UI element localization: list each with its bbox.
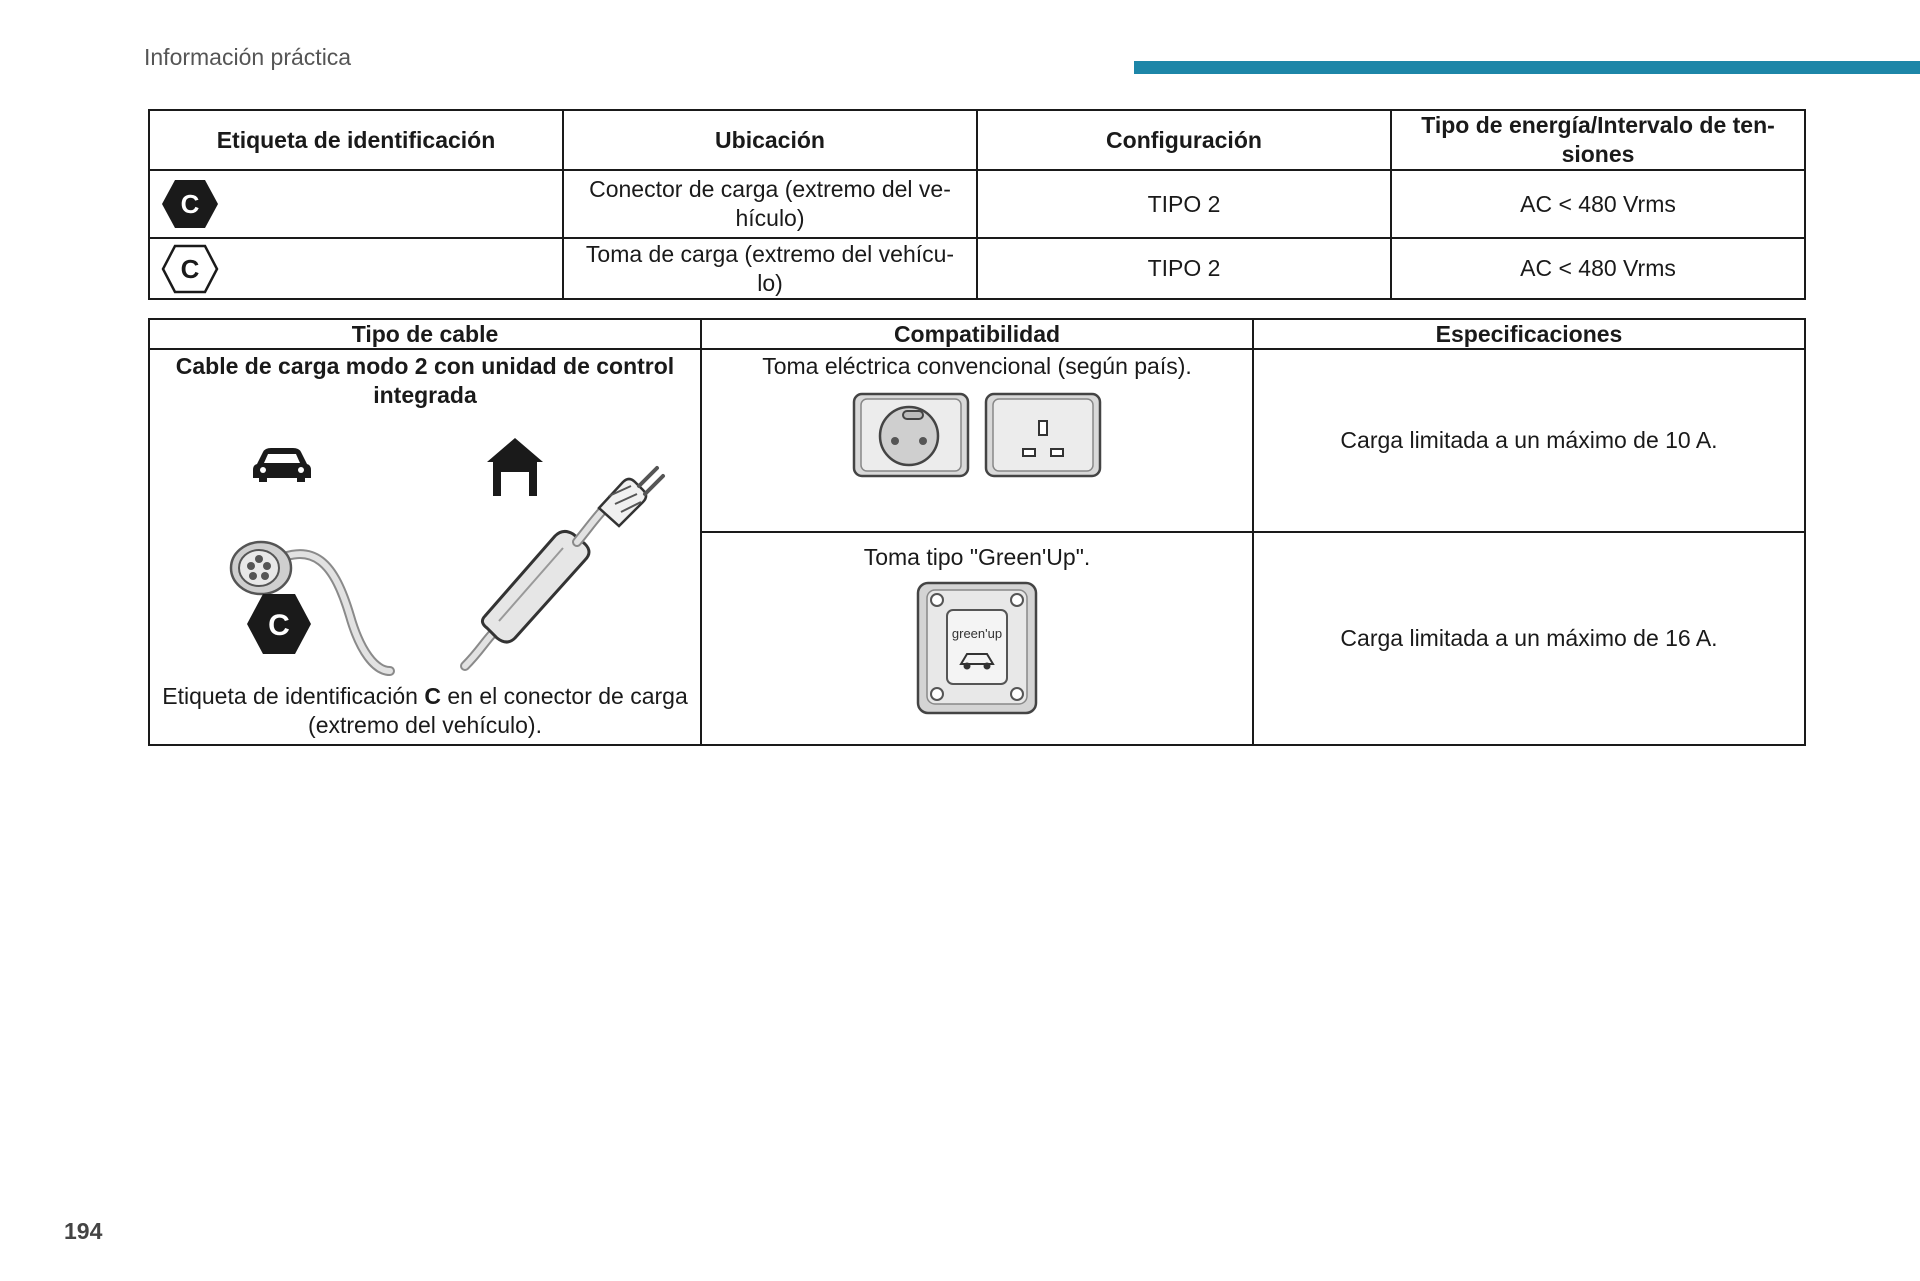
- energy-cell: AC < 480 Vrms: [1391, 170, 1805, 238]
- svg-text:C: C: [180, 189, 200, 219]
- header-energy-type: Tipo de energía/Intervalo de ten-siones: [1391, 110, 1805, 170]
- location-cell: Conector de carga (extremo del ve-hículo): [563, 170, 977, 238]
- table-row: [149, 170, 1805, 238]
- label-cell: [149, 170, 563, 238]
- specification-cell: Carga limitada a un máximo de 10 A.: [1253, 349, 1805, 532]
- svg-text:green'up: green'up: [951, 625, 1003, 641]
- label-c-outline-hexagon-icon: [160, 243, 220, 295]
- control-box-icon: [482, 531, 589, 642]
- cable-type-cell: [149, 349, 701, 745]
- label-c-filled-hexagon-icon: [160, 178, 220, 230]
- configuration-cell: TIPO 2: [977, 238, 1391, 299]
- greenup-socket-icon: [915, 580, 1039, 716]
- header-specifications: Especificaciones: [1253, 319, 1805, 349]
- type2-connector-icon: [231, 542, 291, 594]
- label-c-filled-hexagon-icon: [247, 594, 311, 654]
- header-identification-label: Etiqueta de identificación: [149, 110, 563, 170]
- svg-text:C: C: [180, 253, 200, 284]
- energy-cell: AC < 480 Vrms: [1391, 238, 1805, 299]
- table-row: [149, 349, 1805, 532]
- socket-type-g-icon: [983, 391, 1103, 479]
- table-header-row: [149, 319, 1805, 349]
- header-cable-type: Tipo de cable: [149, 319, 701, 349]
- label-cell: [149, 238, 563, 299]
- compatibility-text: Toma tipo "Green'Up".: [863, 543, 1091, 570]
- header-accent-bar: [1134, 61, 1920, 74]
- header-compatibility: Compatibilidad: [701, 319, 1253, 349]
- header-location: Ubicación: [563, 110, 977, 170]
- configuration-cell: TIPO 2: [977, 170, 1391, 238]
- header-configuration: Configuración: [977, 110, 1391, 170]
- garage-icon: [487, 438, 543, 496]
- table-header-row: [149, 110, 1805, 170]
- cable-type-title: Cable de carga modo 2 con unidad de control integrada: [175, 353, 675, 408]
- section-title: Información práctica: [144, 44, 352, 70]
- cable-table: [148, 318, 1806, 746]
- car-icon: [253, 448, 311, 482]
- location-cell: Toma de carga (extremo del vehícu-lo): [563, 238, 977, 299]
- table-row: [149, 238, 1805, 299]
- page-number: 194: [64, 1218, 103, 1244]
- socket-type-e-icon: [851, 391, 971, 479]
- compatibility-text: Toma eléctrica convencional (según país).: [762, 353, 1192, 379]
- specification-cell: Carga limitada a un máximo de 16 A.: [1253, 532, 1805, 745]
- identification-table: [148, 109, 1806, 300]
- compatibility-cell: [701, 532, 1253, 745]
- cable-type-caption: Etiqueta de identificación C en el conector de carga (extremo del vehículo).: [162, 683, 688, 738]
- compatibility-cell: [701, 349, 1253, 532]
- mains-plug-icon: [599, 468, 663, 526]
- charging-cable-illustration: [165, 416, 685, 678]
- svg-text:C: C: [268, 609, 290, 642]
